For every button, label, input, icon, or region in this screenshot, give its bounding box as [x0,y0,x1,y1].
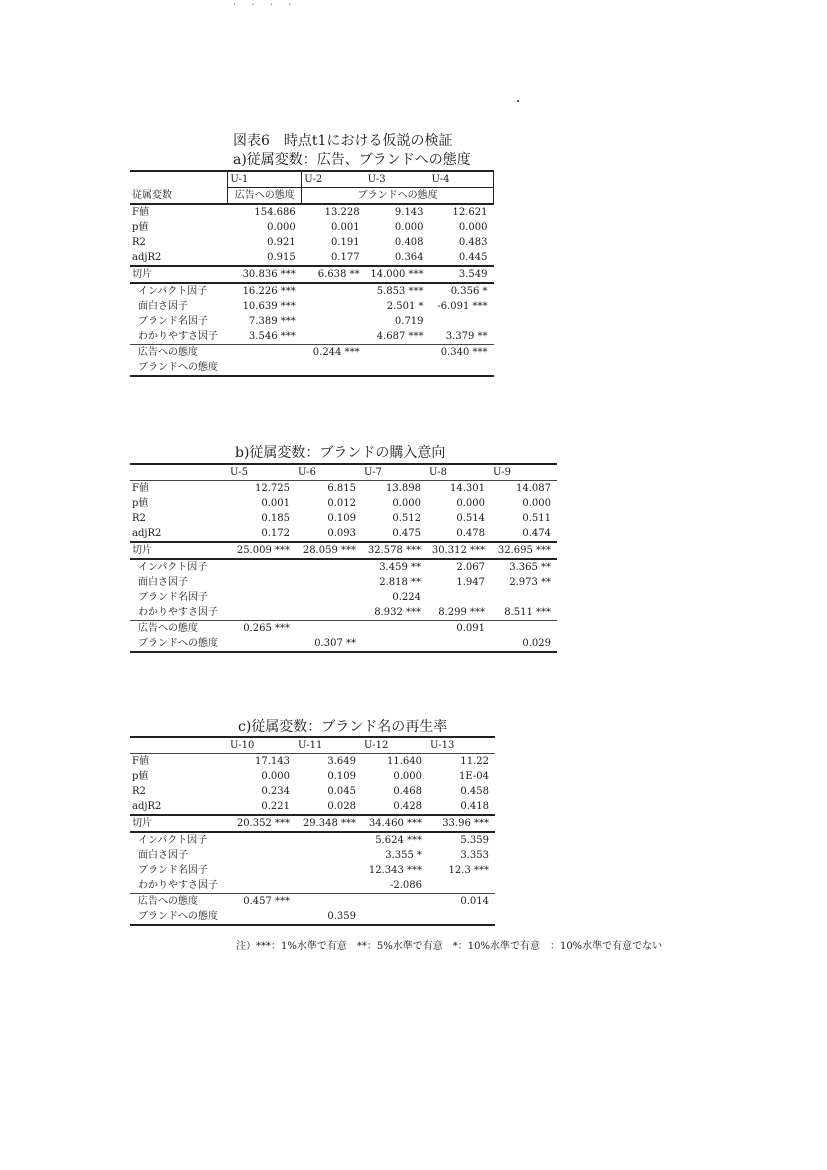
table-cell: 2.973 ** [509,577,551,588]
table-cell: 8.932 *** [362,605,427,621]
table-cell: 3.355 * [385,850,422,861]
row-label: ブランド名因子 [138,592,208,603]
table-cell: 0.091 [456,623,485,634]
table-row [130,848,495,863]
table-cell [296,894,362,910]
table-cell: 6.638 ** [302,266,366,283]
table-cell: 13.228 [324,207,360,218]
table-row [130,314,494,329]
table-b [130,463,557,653]
table-cell: 0.457 *** [243,896,290,907]
table-cell: 0.012 [327,498,356,509]
model-header: U-7 [362,464,427,481]
row-label: 切片 [130,266,228,283]
table-cell: 2.818 ** [379,577,421,588]
table-cell: 34.460 *** [362,815,428,832]
table-cell: 3.546 *** [228,329,302,345]
table-cell: 25.009 *** [228,542,296,559]
table-cell: 17.143 [255,756,290,767]
table-cell: 3.649 [327,756,356,767]
table-cell: 0.000 [394,222,424,233]
model-header: U-1 [228,171,302,188]
table-cell: 20.352 *** [228,815,296,832]
table-b-title: b)従属変数：ブランドの購入意向 [235,445,446,461]
table-cell [366,345,430,361]
table-row [130,345,494,361]
table-row [130,621,557,637]
table-row [130,863,495,878]
table-cell: 0.359 [296,909,362,925]
table-cell [430,360,494,376]
table-row [130,894,495,910]
table-a-title: a)従属変数：広告、ブランドへの態度 [233,152,471,168]
table-cell: 9.143 [394,207,424,218]
table-cell: 0.475 [362,526,427,542]
table-cell: 30.312 *** [427,542,491,559]
table-cell: 11.640 [387,756,422,767]
footnote: 注）***：1%水準で有意 **：5%水準で有意 *：10%水準で有意 ：10%水準で有意でない [236,941,663,952]
table-cell [296,863,362,878]
table-cell: 12.343 *** [368,865,422,876]
table-row [130,496,557,511]
table-cell: 3.379 ** [430,329,494,345]
table-cell: 0.093 [296,526,362,542]
table-cell: 1.947 [456,577,485,588]
table-cell: 154.686 [254,207,296,218]
table-row [130,590,557,605]
model-header: U-12 [362,737,428,754]
table-cell: 0.445 [430,250,494,266]
table-cell: 0.000 [267,222,296,233]
scan-speck [517,100,519,102]
table-cell [302,360,366,376]
row-label: F値 [132,483,149,494]
figure-title: 図表6 時点t1における仮説の検証 [233,133,453,149]
table-cell: 0.364 [366,250,430,266]
model-header: U-2 [302,171,366,188]
table-cell [302,299,366,314]
table-row [130,250,494,266]
table-cell: 2.067 [456,562,485,573]
model-header: U-8 [427,464,491,481]
table-cell: 0.177 [302,250,366,266]
table-cell: 10.639 *** [242,301,296,312]
row-label: 面白さ因子 [138,850,188,861]
model-header: U-5 [228,464,296,481]
row-label: ブランドへの態度 [130,360,228,376]
table-cell: 12.725 [255,483,290,494]
table-cell: 3.365 ** [509,562,551,573]
table-cell: 32.695 *** [491,542,557,559]
table-cell [362,909,428,925]
table-row [130,769,495,784]
table-row [130,636,557,652]
table-row [130,799,495,815]
table-cell: 13.898 [386,483,421,494]
row-label: わかりやすさ因子 [130,878,228,894]
table-cell [362,621,427,637]
table-cell: 14.000 *** [366,266,430,283]
table-cell [228,559,296,575]
table-cell: 0.408 [394,237,424,248]
table-cell: 0.265 *** [243,623,290,634]
table-row [130,360,494,376]
table-cell: 0.514 [456,513,485,524]
table-cell [228,345,302,361]
table-cell: 30.836 *** [228,266,302,283]
table-cell: 0.921 [267,237,296,248]
table-cell: 4.687 *** [366,329,430,345]
table-cell [228,636,296,652]
table-cell [428,878,495,894]
table-cell: 0.512 [392,513,421,524]
row-label: インパクト因子 [138,835,208,846]
table-cell: 0.014 [460,896,489,907]
table-cell: 11.22 [460,756,489,767]
row-label: 広告への態度 [138,347,198,358]
model-header: U-10 [228,737,296,754]
page-dots: · · · · [233,0,298,11]
table-cell: 29.348 *** [296,815,362,832]
row-label: p値 [132,771,149,782]
model-header: U-11 [296,737,362,754]
table-cell: 0.000 [456,498,485,509]
table-a [130,170,494,377]
table-cell: 5.359 [460,835,489,846]
table-cell [228,605,296,621]
table-cell [228,360,302,376]
table-cell [296,575,362,590]
table-cell [228,909,296,925]
table-cell: 0.719 [394,316,424,327]
table-cell [296,590,362,605]
row-label: インパクト因子 [138,562,208,573]
table-cell: 0.244 *** [312,347,360,358]
table-cell [296,878,362,894]
table-cell: 0.001 [330,222,360,233]
table-cell: 0.172 [228,526,296,542]
table-cell: 0.191 [330,237,360,248]
table-cell: 0.483 [458,237,488,248]
table-cell [491,621,557,637]
table-cell: 16.226 *** [242,286,296,297]
table-row [130,575,557,590]
table-cell: 33.96 *** [428,815,495,832]
table-row [130,878,495,894]
table-cell [228,575,296,590]
dependent-variable-ad: 広告への態度 [228,188,302,205]
table-cell: 0.000 [261,771,290,782]
row-label: adjR2 [130,526,228,542]
row-label: ブランド名因子 [138,865,208,876]
table-cell: 14.301 [450,483,485,494]
table-cell [228,863,296,878]
table-cell: 3.353 [460,850,489,861]
row-label: p値 [132,498,149,509]
table-cell [366,360,430,376]
table-cell [228,832,296,848]
table-cell: 0.474 [491,526,557,542]
table-cell: 0.428 [362,799,428,815]
table-cell [302,314,366,329]
table-cell [302,329,366,345]
table-c-title: c)従属変数：ブランド名の再生率 [238,719,448,735]
table-cell: 7.389 *** [248,316,296,327]
table-cell [228,878,296,894]
row-label: わかりやすさ因子 [130,605,228,621]
table-cell: 14.087 [516,483,551,494]
dependent-variable-brand: ブランドへの態度 [302,188,494,205]
table-cell: 2.501 * [386,301,424,312]
table-cell [428,909,495,925]
table-row [130,559,557,575]
dependent-variable-label: 従属変数 [130,188,228,205]
table-row [130,204,494,220]
model-header: U-3 [366,171,430,188]
table-cell [427,590,491,605]
table-row [130,815,495,832]
row-label: p値 [132,222,149,233]
table-row [130,605,557,621]
table-row [130,220,494,235]
table-cell: 0.109 [327,771,356,782]
table-cell: 0.185 [261,513,290,524]
table-cell: 5.624 *** [375,835,422,846]
table-cell: 0.109 [327,513,356,524]
table-cell [228,848,296,863]
row-label: 面白さ因子 [138,301,188,312]
table-cell [296,605,362,621]
table-cell: 0.340 *** [440,347,488,358]
table-cell: 0.224 [392,592,421,603]
table-row [130,511,557,526]
table-row [130,481,557,497]
table-a-corner [130,171,228,188]
table-cell [430,314,494,329]
table-cell: 0.478 [427,526,491,542]
table-row [130,784,495,799]
row-label: ブランド名因子 [138,316,208,327]
table-cell: 3.549 [430,266,494,283]
table-cell [228,590,296,605]
row-label: わかりやすさ因子 [130,329,228,345]
table-cell: 0.458 [460,786,489,797]
table-cell: 0.915 [228,250,302,266]
row-label: ブランドへの態度 [130,909,228,925]
model-header: U-13 [428,737,495,754]
table-row [130,754,495,770]
table-row [130,299,494,314]
row-label: ブランドへの態度 [130,636,228,652]
row-label: 切片 [130,542,228,559]
table-cell: 8.511 *** [491,605,557,621]
row-label: R2 [132,237,146,248]
row-label: adjR2 [130,799,228,815]
row-label: 切片 [130,815,228,832]
table-cell: 1E-04 [459,771,489,782]
table-row [130,235,494,250]
table-c [130,736,495,926]
table-row [130,526,557,542]
table-cell [362,636,427,652]
table-cell: 0.028 [296,799,362,815]
table-cell: 0.356 * [450,286,488,297]
table-cell: 0.000 [393,771,422,782]
row-label: 面白さ因子 [138,577,188,588]
table-cell [302,283,366,299]
table-cell: 32.578 *** [362,542,427,559]
row-label: インパクト因子 [138,286,208,297]
table-cell [296,832,362,848]
table-cell: 0.307 ** [296,636,362,652]
table-cell: 6.815 [327,483,356,494]
row-label: adjR2 [130,250,228,266]
table-cell: 0.234 [261,786,290,797]
table-row [130,329,494,345]
table-cell: 0.418 [428,799,495,815]
table-cell: 28.059 *** [296,542,362,559]
table-cell [491,590,557,605]
table-cell: 5.853 *** [376,286,424,297]
table-cell: 0.000 [392,498,421,509]
table-cell: 0.511 [522,513,551,524]
model-header: U-4 [430,171,494,188]
row-label: R2 [132,513,146,524]
table-cell: 12.621 [452,207,488,218]
table-row [130,283,494,299]
table-cell: 0.045 [327,786,356,797]
table-row [130,542,557,559]
table-cell: 0.468 [393,786,422,797]
row-label: F値 [132,756,149,767]
table-cell: 0.221 [228,799,296,815]
table-cell [296,559,362,575]
row-label: 広告への態度 [138,623,198,634]
table-cell [296,848,362,863]
table-row [130,832,495,848]
table-row [130,266,494,283]
table-cell: -2.086 [362,878,428,894]
table-c-corner [130,737,228,754]
table-cell [427,636,491,652]
table-cell: 8.299 *** [427,605,491,621]
model-header: U-6 [296,464,362,481]
row-label: 広告への態度 [138,896,198,907]
table-cell: 0.001 [261,498,290,509]
row-label: R2 [132,786,146,797]
table-cell [296,621,362,637]
table-cell: 0.029 [491,636,557,652]
row-label: F値 [132,207,149,218]
table-cell: 0.000 [522,498,551,509]
model-header: U-9 [491,464,557,481]
table-b-corner [130,464,228,481]
table-cell: -6.091 *** [437,301,488,312]
table-cell: 3.459 ** [379,562,421,573]
table-cell: 0.000 [458,222,488,233]
table-cell: 12.3 *** [448,865,489,876]
table-row [130,909,495,925]
table-cell [362,894,428,910]
